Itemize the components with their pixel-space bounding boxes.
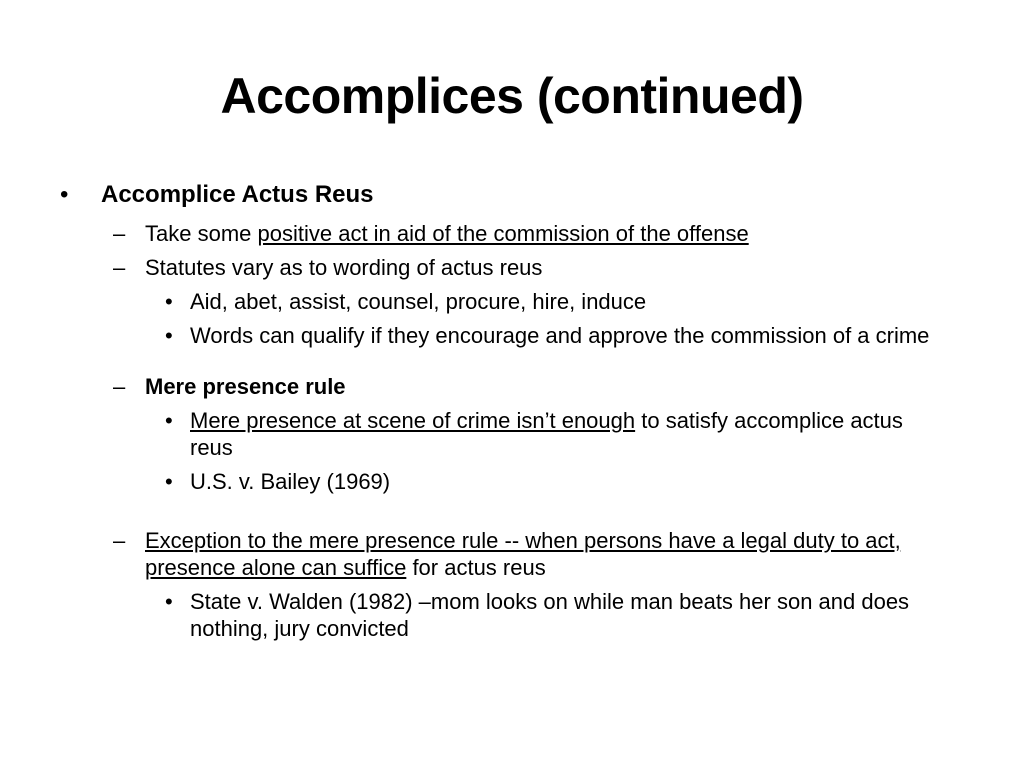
item-text: to satisfy accomplice actus reus [190,408,903,460]
dash-marker: – [113,528,126,553]
bullet-marker: • [165,469,173,494]
item-text: State v. Walden (1982) –mom looks on while man beats her son and does nothing, jury convicted [190,589,910,641]
dash-marker: – [113,374,126,399]
bullet-marker: • [165,408,173,433]
item-text: Mere presence rule [145,374,346,399]
bullet-marker: • [60,181,69,208]
sub-bullet-item [60,407,970,461]
sub-bullet-item [60,322,970,349]
sub-bullet-item [60,468,970,495]
item-text: U.S. v. Bailey (1969) [190,469,391,494]
item-underlined-text: positive act in aid of the commission of the offense [257,221,749,246]
slide-body [60,180,970,642]
dash-item [60,527,970,581]
dash-marker: – [113,221,126,246]
dash-item [60,373,970,400]
item-underlined-text: Exception to the mere presence rule -- when persons have a legal duty to act, presence alone can suffice [145,528,901,580]
item-text: Take some [145,221,258,246]
dash-item [60,254,970,281]
bullet-text: Accomplice Actus Reus [101,181,374,208]
sub-bullet-item [60,588,970,642]
item-text: for actus reus [406,555,546,580]
item-text: Aid, abet, assist, counsel, procure, hire, induce [190,289,647,314]
slide-title: Accomplices (continued) [220,68,804,124]
item-underlined-text: Mere presence at scene of crime isn’t enough [190,408,636,433]
bullet-marker: • [165,323,173,348]
item-text: Statutes vary as to wording of actus reus [145,255,543,280]
sub-bullet-item [60,288,970,315]
bullet-marker: • [165,589,173,614]
bullet-item [60,180,970,210]
item-text: Words can qualify if they encourage and approve the commission of a crime [190,323,930,348]
dash-item [60,220,970,247]
bullet-marker: • [165,289,173,314]
dash-marker: – [113,255,126,280]
